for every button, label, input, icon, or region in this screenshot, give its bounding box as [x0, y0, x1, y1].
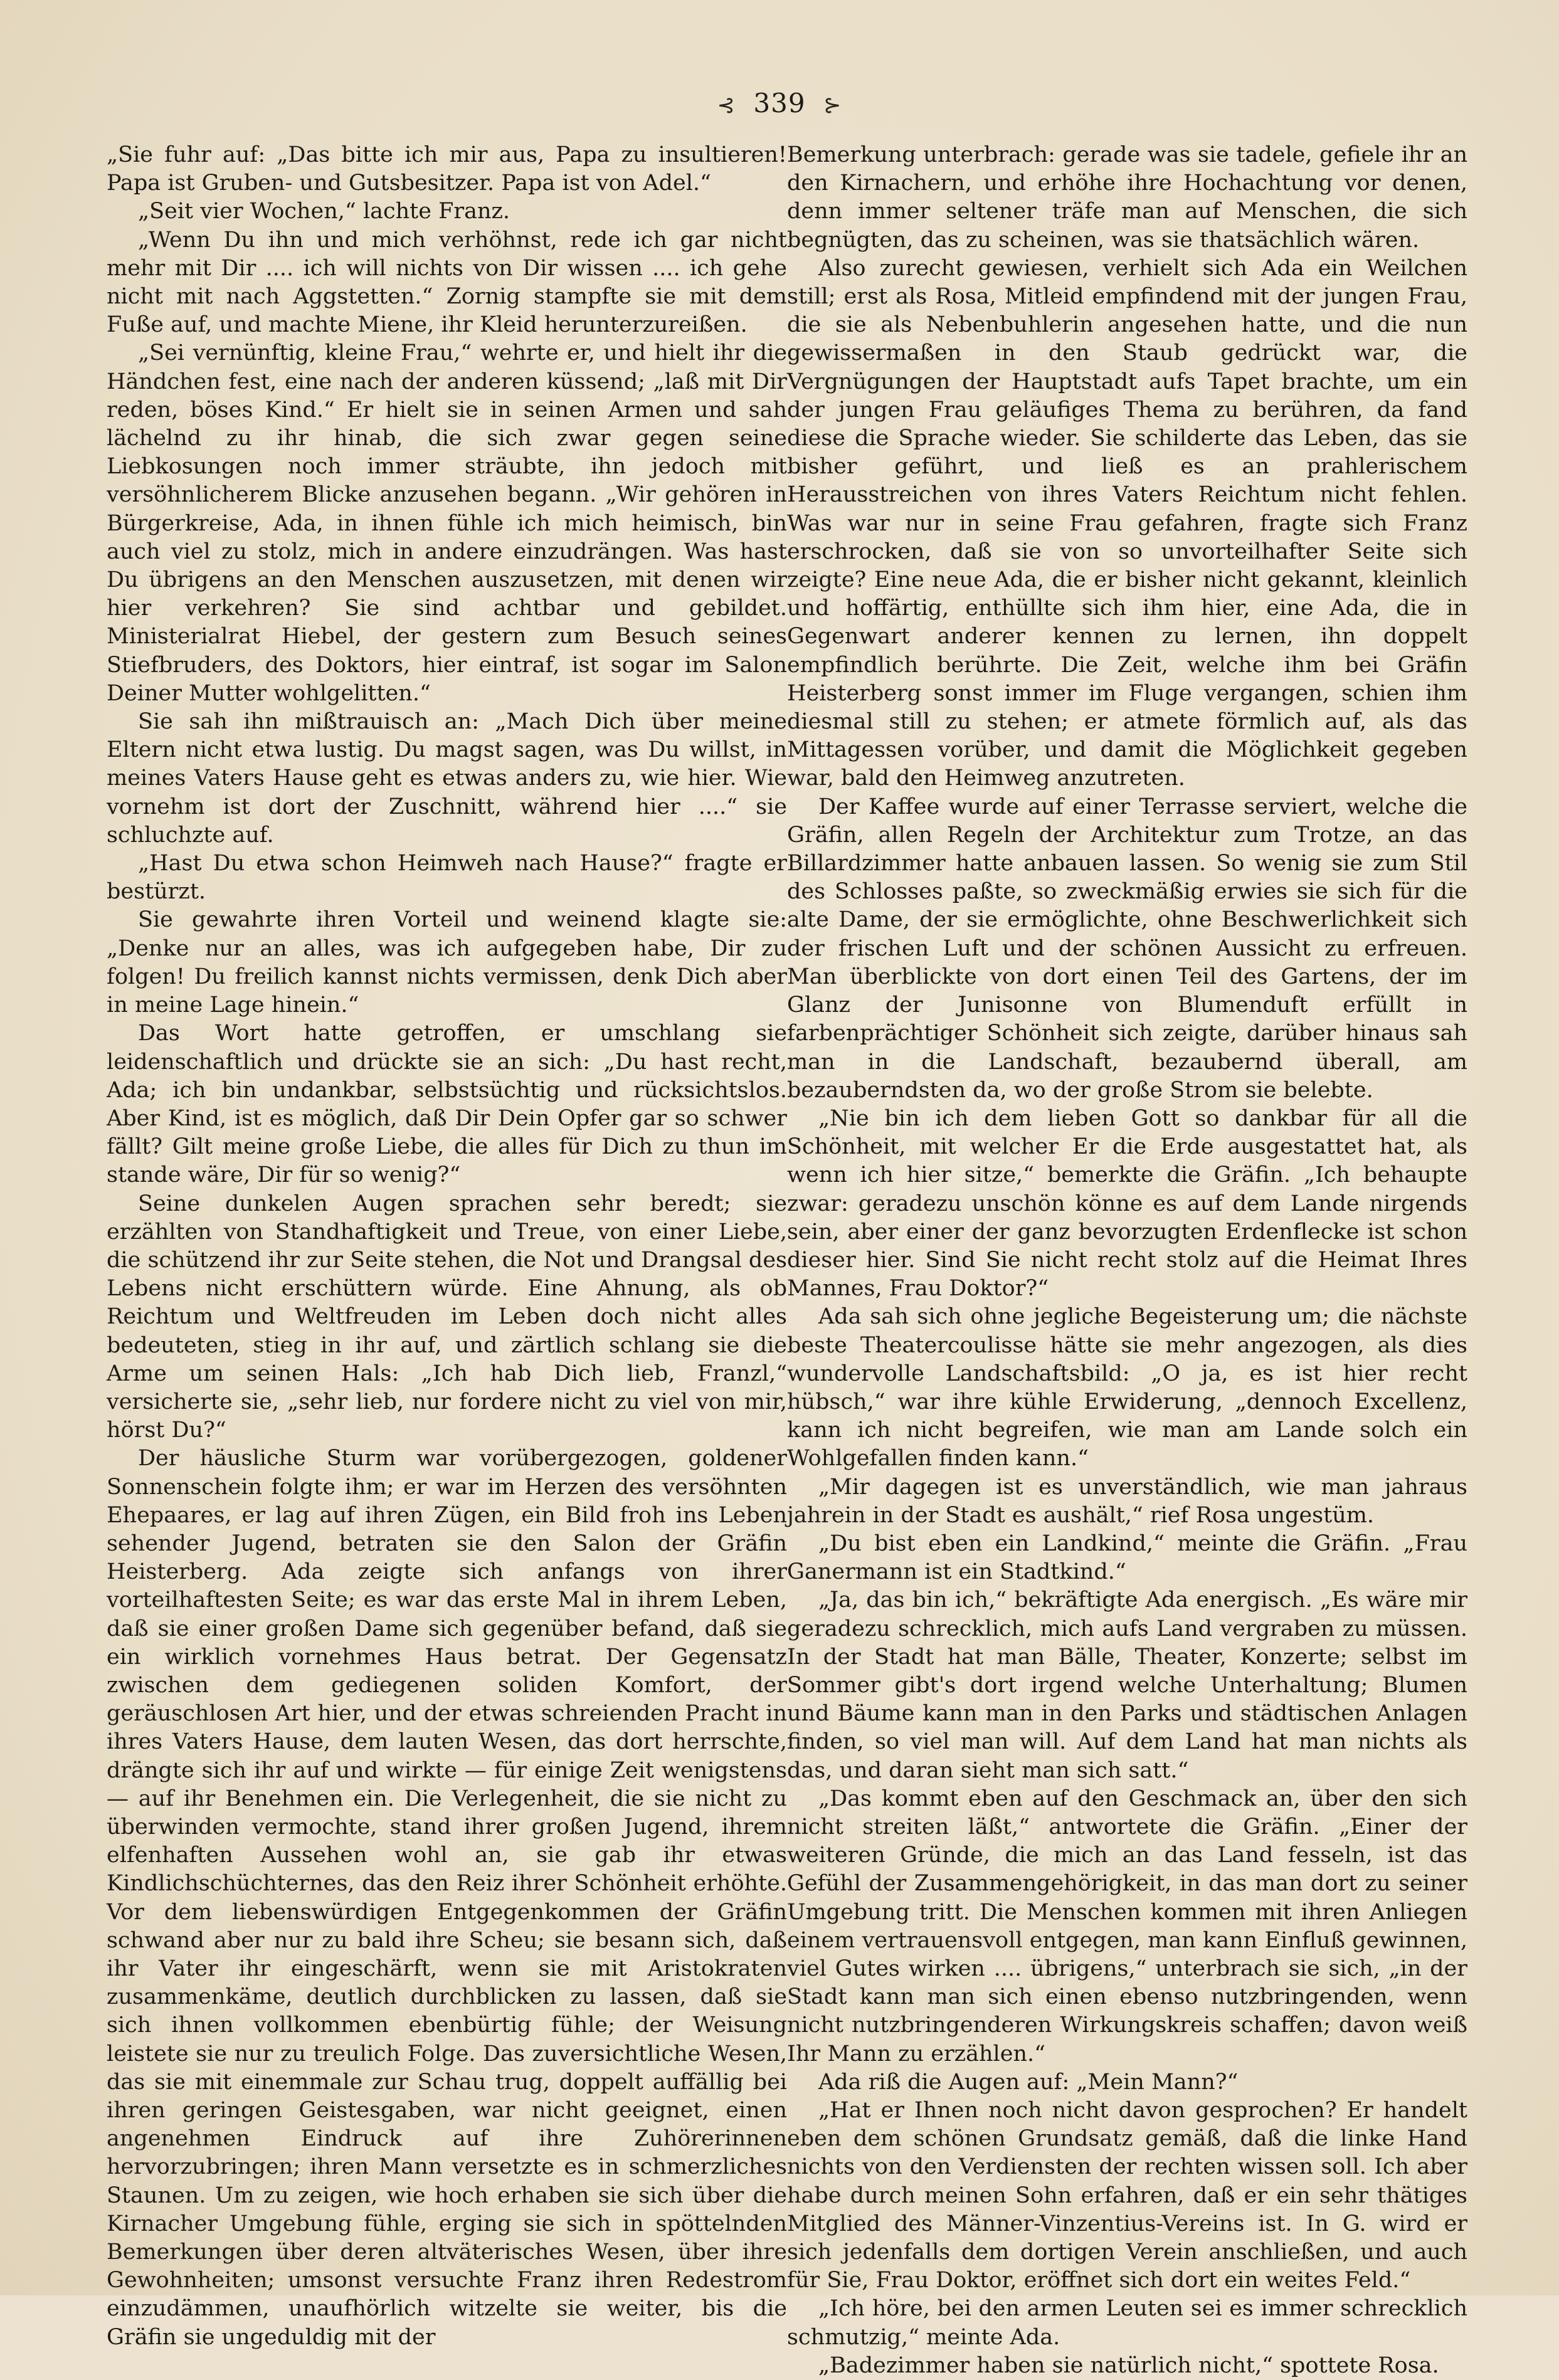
page-header — [0, 88, 1559, 118]
paragraph: Sie gewahrte ihren Vorteil und weinend klagte sie: „Denke nur an alles, was ich aufgegeben habe, Dir zu folgen! Du freilich kannst nichts vermissen, denk Dich aber in meine Lage hinein.“ — [107, 907, 787, 1018]
paragraph: „Ich höre, bei den armen Leuten sei es immer schrecklich schmutzig,“ meinte Ada. — [787, 2296, 1467, 2350]
ornament-left-icon: ⊰ — [717, 93, 736, 118]
paragraph: Ada riß die Augen auf: „Mein Mann?“ — [818, 2069, 1239, 2095]
paragraph: Ada sah sich ohne jegliche Begeisterung um; die nächste beste Theatercoulisse hätte sie mehr angezogen, als dies wundervolle Landschaftsbild: „O ja, es ist hier recht hübsch,“ war ihre kühle Erwiderung, „dennoch Excellenz, kann ich nicht begreifen, wie man am Lande solch ein Wohlgefallen finden kann.“ — [787, 1304, 1467, 1472]
paragraph: Seine dunkelen Augen sprachen sehr beredt; sie erzählten von Standhaftigkeit und Treue, von einer Liebe, die schützend ihr zur Seite stehen, die Not und Drangsal des Lebens nicht erschüttern würde. Eine Ahnung, als ob Reichtum und Weltfreuden im Leben doch nicht alles bedeuteten, stieg in ihr auf, und zärtlich schlang sie die Arme um seinen Hals: „Ich hab Dich lieb, Franzl,“ versicherte sie, „sehr lieb, nur fordere nicht zu viel von mir, hörst Du?“ — [107, 1191, 787, 1443]
paragraph: „Du bist eben ein Landkind,“ meinte die Gräfin. „Frau Ganermann ist ein Stadtkind.“ — [787, 1530, 1467, 1585]
paragraph: Der häusliche Sturm war vorübergezogen, goldener Sonnenschein folgte ihm; er war im Herzen des versöhnten Ehepaares, er lag auf ihren Zügen, ein Bild froh ins Leben sehender Jugend, betraten sie den Salon der Gräfin Heisterberg. Ada zeigte sich anfangs von ihrer vorteilhaftesten Seite; es war das erste Mal in ihrem Leben, daß sie einer großen Dame sich gegenüber befand, daß sie ein wirklich vornehmes Haus betrat. Der Gegensatz zwischen dem gediegenen soliden Komfort, der geräuschlosen Art hier, und der etwas schreienden Pracht in ihres Vaters Hause, dem lauten Wesen, das dort herrschte, drängte sich ihr auf und wirkte — für einige Zeit wenigstens — auf ihr Benehmen ein. Die Verlegenheit, die sie nicht zu überwinden vermochte, stand ihrer großen Jugend, ihrem elfenhaften Aussehen wohl an, sie gab ihr etwas Kindlichschüchternes, das den Reiz ihrer Schönheit erhöhte. Vor dem liebenswürdigen Entgegenkommen der Gräfin schwand aber nur zu bald ihre Scheu; sie besann sich, daß ihr Vater ihr eingeschärft, wenn sie mit Aristokraten zusammenkäme, deutlich durchblicken zu lassen, daß sie sich ihnen vollkommen ebenbürtig fühle; der Weisung leistete sie nur zu treulich Folge. Das zuversichtliche Wesen, das sie mit einemmale zur Schau trug, doppelt auffällig bei ihren geringen Geistesgaben, war nicht geeignet, einen angenehmen Eindruck auf ihre Zuhörerinnen hervorzubringen; ihren Mann versetzte es in schmerzliches Staunen. Um zu zeigen, wie hoch erhaben sie sich über die Kirnacher Umgebung fühle, erging sie sich in spöttelnden Bemerkungen über deren altväterisches Wesen, über ihre Gewohnheiten; umsonst versuchte Franz ihren Redestrom einzudämmen, unaufhörlich witzelte sie weiter, bis die Gräfin sie ungeduldig mit der — [107, 1446, 787, 2350]
paragraph: „Mir dagegen ist es unverständlich, wie man jahraus jahrein in der Stadt es aushält,“ rief Rosa ungestüm. — [787, 1474, 1467, 1528]
right-column — [787, 141, 1467, 2378]
paragraph: „Ja, das bin ich,“ bekräftigte Ada energisch. „Es wäre mir geradezu schrecklich, mich aufs Land vergraben zu müssen. In der Stadt hat man Bälle, Theater, Konzerte; selbst im Sommer gibt's dort irgend welche Unterhaltung; Blumen und Bäume kann man in den Parks und städtischen Anlagen finden, so viel man will. Auf dem Land hat man nichts als das, und daran sieht man sich satt.“ — [787, 1588, 1467, 1783]
paragraph: Bemerkung unterbrach: gerade was sie tadele, gefiele ihr an den Kirnachern, und erhöhe ihre Hochachtung vor denen, denn immer seltener träfe man auf Menschen, die sich begnügten, das zu scheinen, was sie thatsächlich wären. — [787, 142, 1467, 253]
page-number: 339 — [753, 88, 806, 118]
paragraph: Also zurecht gewiesen, verhielt sich Ada ein Weilchen still; erst als Rosa, Mitleid empfindend mit der jungen Frau, die sie als Nebenbuhlerin angesehen hatte, und die nun gewissermaßen in den Staub gedrückt war, die Vergnügungen der Hauptstadt aufs Tapet brachte, um ein der jungen Frau geläufiges Thema zu berühren, da fand diese die Sprache wieder. Sie schilderte das Leben, das sie bisher geführt, und ließ es an prahlerischem Herausstreichen von ihres Vaters Reichtum nicht fehlen. Was war nur in seine Frau gefahren, fragte sich Franz erschrocken, daß sie von so unvorteilhafter Seite sich zeigte? Eine neue Ada, die er bisher nicht gekannt, kleinlich und hoffärtig, enthüllte sich ihm hier, eine Ada, die in Gegenwart anderer kennen zu lernen, ihn doppelt empfindlich berührte. Die Zeit, welche ihm bei Gräfin Heisterberg sonst immer im Fluge vergangen, schien ihm diesmal still zu stehen; er atmete förmlich auf, als das Mittagessen vorüber, und damit die Möglichkeit gegeben war, bald den Heimweg anzutreten. — [787, 255, 1467, 791]
paragraph: „Wenn Du ihn und mich verhöhnst, rede ich gar nicht mehr mit Dir .... ich will nichts von Dir wissen .... ich gehe nicht mit nach Aggstetten.“ Zornig stampfte sie mit dem Fuße auf, und machte Miene, ihr Kleid herunterzureißen. — [107, 227, 787, 338]
paragraph: Der Kaffee wurde auf einer Terrasse serviert, welche die Gräfin, allen Regeln der Architektur zum Trotze, an das Billardzimmer hatte anbauen lassen. So wenig sie zum Stil des Schlosses paßte, so zweckmäßig erwies sie sich für die alte Dame, der sie ermöglichte, ohne Beschwerlichkeit sich der frischen Luft und der schönen Aussicht zu erfreuen. Man überblickte von dort einen Teil des Gartens, der im Glanz der Junisonne von Blumenduft erfüllt in farbenprächtiger Schönheit sich zeigte, darüber hinaus sah man in die Landschaft, bezaubernd überall, am bezauberndsten da, wo der große Strom sie belebte. — [787, 794, 1467, 1103]
paragraph: „Hat er Ihnen noch nicht davon gesprochen? Er handelt eben dem schönen Grundsatz gemäß, daß die linke Hand nichts von den Verdiensten der rechten wissen soll. Ich aber habe durch meinen Sohn erfahren, daß er ein sehr thätiges Mitglied des Männer-Vinzentius-Vereins ist. In G. wird er sich jedenfalls dem dortigen Verein anschließen, und auch für Sie, Frau Doktor, eröffnet sich dort ein weites Feld.“ — [787, 2098, 1467, 2293]
paragraph: „Sie fuhr auf: „Das bitte ich mir aus, Papa zu insultieren! Papa ist Gruben- und Gutsbesitzer. Papa ist von Adel.“ — [107, 142, 787, 196]
paragraph: Sie sah ihn mißtrauisch an: „Mach Dich über meine Eltern nicht etwa lustig. Du magst sagen, was Du willst, in meines Vaters Hause geht es etwas anders zu, wie hier. Wie vornehm ist dort der Zuschnitt, während hier ....“ sie schluchzte auf. — [107, 709, 787, 848]
left-column — [107, 141, 787, 2350]
paragraph: „Sei vernünftig, kleine Frau,“ wehrte er, und hielt ihr die Händchen fest, eine nach der anderen küssend; „laß mit Dir reden, böses Kind.“ Er hielt sie in seinen Armen und sah lächelnd zu ihr hinab, die sich zwar gegen seine Liebkosungen noch immer sträubte, ihn jedoch mit versöhnlicherem Blicke anzusehen begann. „Wir gehören in Bürgerkreise, Ada, in ihnen fühle ich mich heimisch, bin auch viel zu stolz, mich in andere einzudrängen. Was hast Du übrigens an den Menschen auszusetzen, mit denen wir hier verkehren? Sie sind achtbar und gebildet. Ministerialrat Hiebel, der gestern zum Besuch seines Stiefbruders, des Doktors, hier eintraf, ist sogar im Salon Deiner Mutter wohlgelitten.“ — [107, 340, 787, 706]
paragraph: „Das kommt eben auf den Geschmack an, über den sich nicht streiten läßt,“ antwortete die Gräfin. „Einer der weiteren Gründe, die mich an das Land fesseln, ist das Gefühl der Zusammengehörigkeit, in das man dort zu seiner Umgebung tritt. Die Menschen kommen mit ihren Anliegen einem vertrauensvoll entgegen, man kann Einfluß gewinnen, viel Gutes wirken .... übrigens,“ unterbrach sie sich, „in der Stadt kann man sich einen ebenso nutzbringenden, wenn nicht nutzbringenderen Wirkungskreis schaffen; davon weiß Ihr Mann zu erzählen.“ — [787, 1786, 1467, 2067]
paragraph: „Hast Du etwa schon Heimweh nach Hause?“ fragte er bestürzt. — [107, 851, 787, 905]
column-divider — [770, 141, 771, 2229]
ornament-right-icon: ⊱ — [823, 93, 842, 118]
paragraph: „Nie bin ich dem lieben Gott so dankbar für all die Schönheit, mit welcher Er die Erde ausgestattet hat, als wenn ich hier sitze,“ bemerkte die Gräfin. „Ich behaupte zwar: geradezu unschön könne es auf dem Lande nirgends sein, aber einer der ganz bevorzugten Erdenflecke ist schon dieser hier. Sind Sie nicht recht stolz auf die Heimat Ihres Mannes, Frau Doktor?“ — [787, 1105, 1467, 1302]
paragraph: „Seit vier Wochen,“ lachte Franz. — [138, 199, 510, 224]
paragraph: „Badezimmer haben sie natürlich nicht,“ spottete Rosa. — [818, 2352, 1439, 2378]
paragraph: Das Wort hatte getroffen, er umschlang sie leidenschaftlich und drückte sie an sich: „Du hast recht, Ada; ich bin undankbar, selbstsüchtig und rücksichtslos. Aber Kind, ist es möglich, daß Dir Dein Opfer gar so schwer fällt? Gilt meine große Liebe, die alles für Dich zu thun im stande wäre, Dir für so wenig?“ — [107, 1021, 787, 1188]
